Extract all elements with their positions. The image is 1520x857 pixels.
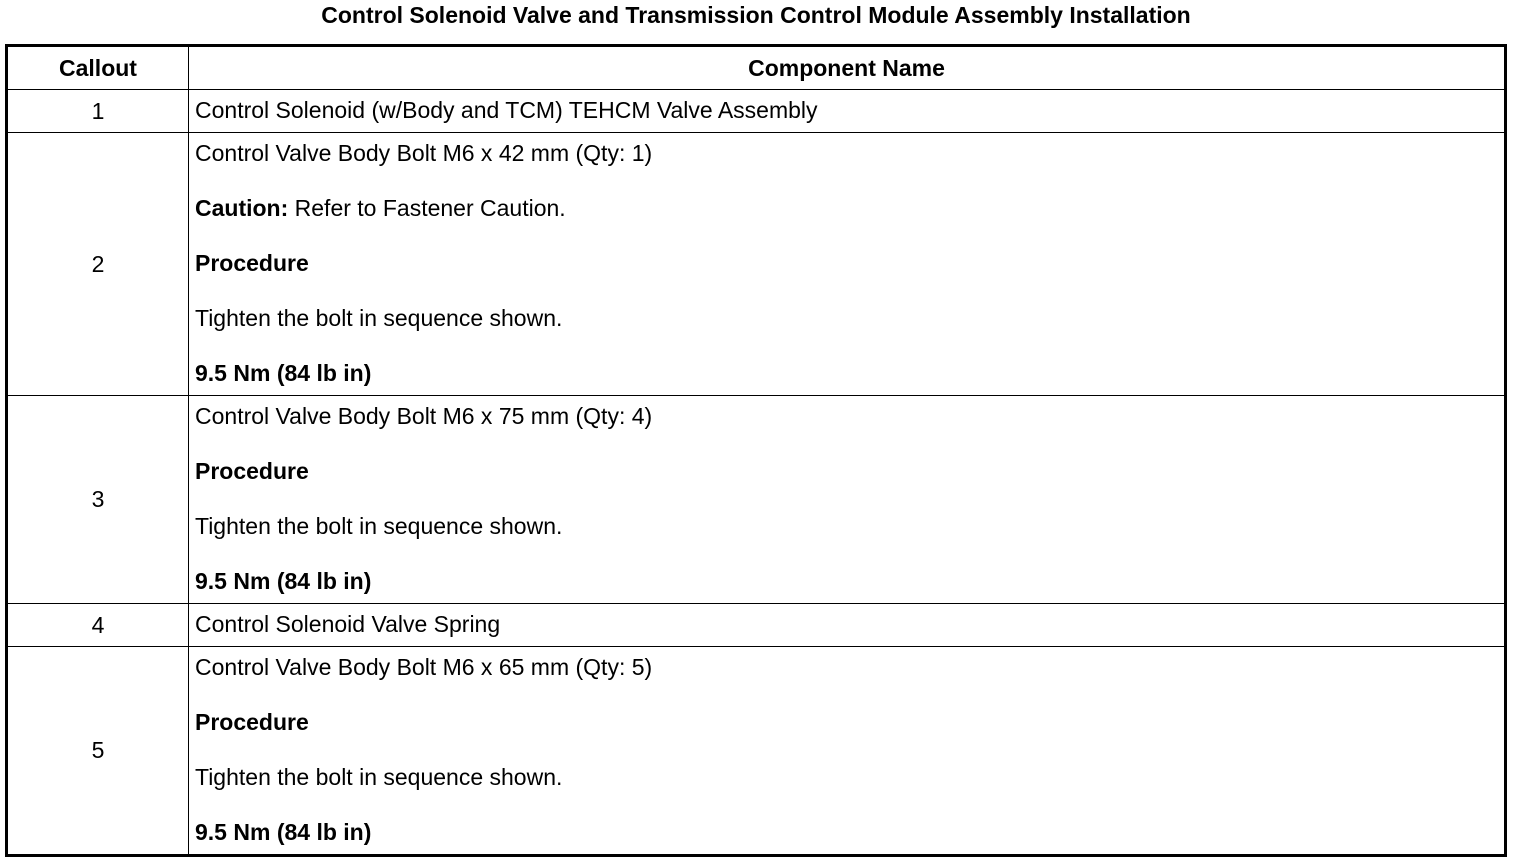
procedure-instruction: Tighten the bolt in sequence shown. <box>195 513 563 539</box>
page-title: Control Solenoid Valve and Transmission Control Module Assembly Installation <box>321 2 1191 28</box>
procedure-heading: Procedure <box>195 709 309 735</box>
procedure-instruction: Tighten the bolt in sequence shown. <box>195 764 563 790</box>
procedure-heading: Procedure <box>195 458 309 484</box>
callout-cell: 5 <box>7 647 189 856</box>
torque-spec: 9.5 Nm (84 lb in) <box>195 819 372 845</box>
caution-text: Refer to Fastener Caution. <box>288 195 566 221</box>
component-name: Control Valve Body Bolt M6 x 65 mm (Qty: 5) <box>195 654 653 680</box>
caution-label: Caution: <box>195 195 289 221</box>
component-cell <box>189 133 1506 396</box>
component-cell <box>189 396 1506 604</box>
callout-cell: 1 <box>7 90 189 133</box>
table-row <box>7 90 1506 133</box>
callout-cell: 2 <box>7 133 189 396</box>
procedure-instruction: Tighten the bolt in sequence shown. <box>195 305 563 331</box>
component-name: Control Solenoid Valve Spring <box>195 611 501 637</box>
callout-cell: 4 <box>7 604 189 647</box>
table-header-row <box>7 46 1506 90</box>
procedure-heading: Procedure <box>195 250 309 276</box>
table-row <box>7 396 1506 604</box>
component-cell <box>189 90 1506 133</box>
table-row <box>7 604 1506 647</box>
caution-note <box>195 195 1504 222</box>
component-name: Control Solenoid (w/Body and TCM) TEHCM Valve Assembly <box>195 97 818 123</box>
table-row <box>7 133 1506 396</box>
callout-cell: 3 <box>7 396 189 604</box>
component-name: Control Valve Body Bolt M6 x 42 mm (Qty: 1) <box>195 140 653 166</box>
torque-spec: 9.5 Nm (84 lb in) <box>195 360 372 386</box>
torque-spec: 9.5 Nm (84 lb in) <box>195 568 372 594</box>
component-cell <box>189 647 1506 856</box>
component-cell <box>189 604 1506 647</box>
table-row <box>7 647 1506 856</box>
component-name-header: Component Name <box>189 46 1506 90</box>
callout-header: Callout <box>7 46 189 90</box>
component-table <box>5 44 1507 857</box>
component-name: Control Valve Body Bolt M6 x 75 mm (Qty: 4) <box>195 403 653 429</box>
